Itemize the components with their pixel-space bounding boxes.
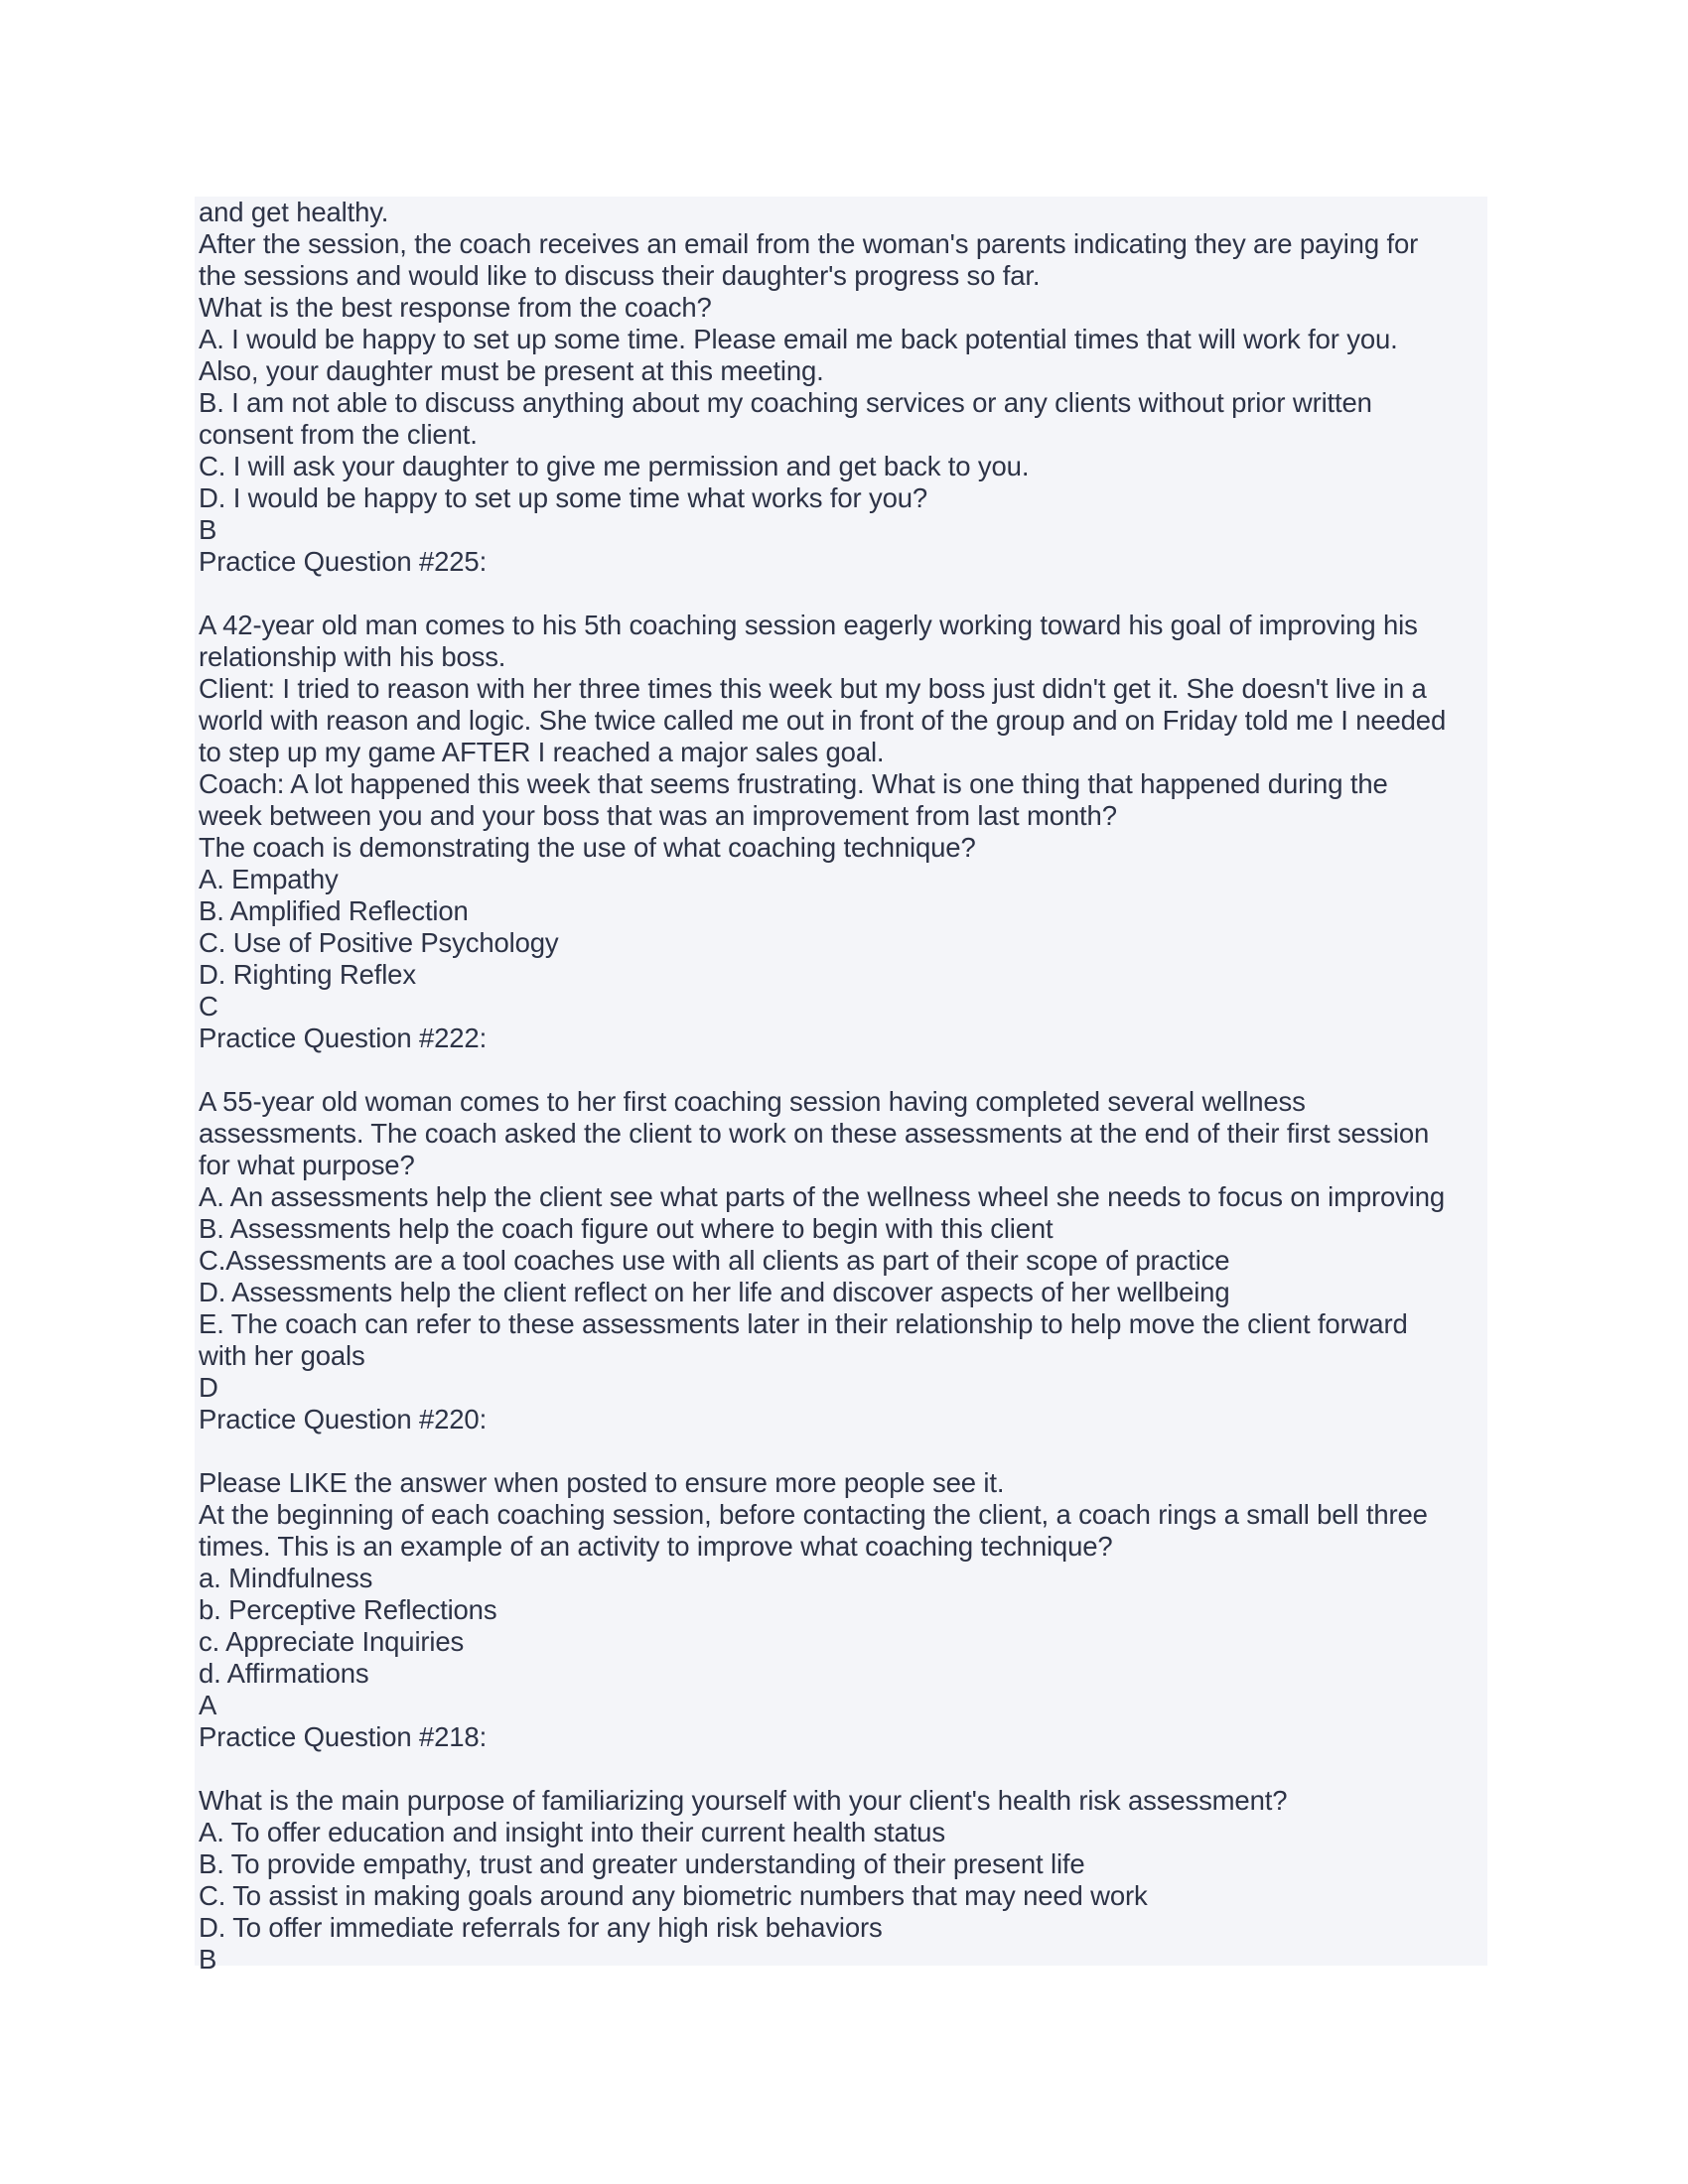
option-line: C. To assist in making goals around any biometric numbers that may need work (199, 1880, 1148, 1911)
body-line: A 42-year old man comes to his 5th coaching session eagerly working toward his goal of improving his (199, 610, 1418, 640)
body-line: assessments. The coach asked the client to work on these assessments at the end of their first session (199, 1118, 1430, 1149)
body-line: Client: I tried to reason with her three times this week but my boss just didn't get it. She doesn't live in a (199, 673, 1427, 704)
option-line: d. Affirmations (199, 1658, 369, 1689)
option-line: D. Righting Reflex (199, 959, 416, 990)
body-line: times. This is an example of an activity to improve what coaching technique? (199, 1531, 1113, 1562)
option-line: E. The coach can refer to these assessments later in their relationship to help move the client forward (199, 1308, 1408, 1339)
option-line: C. I will ask your daughter to give me permission and get back to you. (199, 451, 1030, 481)
option-line: D. Assessments help the client reflect on her life and discover aspects of her wellbeing (199, 1277, 1230, 1307)
scenario-line: the sessions and would like to discuss their daughter's progress so far. (199, 260, 1041, 291)
question-text: What is the best response from the coach? (199, 292, 712, 323)
body-line: to step up my game AFTER I reached a major sales goal. (199, 737, 885, 767)
body-line: world with reason and logic. She twice called me out in front of the group and on Friday told me I needed (199, 705, 1447, 736)
answer-text: C (199, 991, 218, 1022)
option-line: A. Empathy (199, 864, 339, 894)
body-line: A 55-year old woman comes to her first coaching session having completed several wellness (199, 1086, 1306, 1117)
body-line: Please LIKE the answer when posted to ensure more people see it. (199, 1467, 1005, 1498)
option-line: D. To offer immediate referrals for any high risk behaviors (199, 1912, 883, 1943)
option-line: A. To offer education and insight into their current health status (199, 1817, 945, 1847)
option-line: B. To provide empathy, trust and greater understanding of their present life (199, 1848, 1085, 1879)
option-line: A. An assessments help the client see what parts of the wellness wheel she needs to focus on improving (199, 1181, 1445, 1212)
option-line: C. Use of Positive Psychology (199, 927, 559, 958)
question-heading: Practice Question #220: (199, 1404, 488, 1434)
option-line: with her goals (199, 1340, 365, 1371)
document-text-block (195, 197, 1487, 1975)
spacer (199, 1054, 1483, 1086)
option-line: b. Perceptive Reflections (199, 1594, 497, 1625)
option-line: B. Assessments help the coach figure out where to begin with this client (199, 1213, 1054, 1244)
scenario-line: After the session, the coach receives an email from the woman's parents indicating they are paying for (199, 228, 1419, 259)
option-line: D. I would be happy to set up some time what works for you? (199, 482, 928, 513)
body-line: for what purpose? (199, 1150, 415, 1180)
option-line: Also, your daughter must be present at this meeting. (199, 355, 824, 386)
spacer (199, 1753, 1483, 1785)
option-line: c. Appreciate Inquiries (199, 1626, 465, 1657)
question-heading: Practice Question #222: (199, 1023, 488, 1053)
body-line: What is the main purpose of familiarizing yourself with your client's health risk assessment? (199, 1785, 1288, 1816)
question-heading: Practice Question #218: (199, 1721, 488, 1752)
option-line: C.Assessments are a tool coaches use with all clients as part of their scope of practice (199, 1245, 1230, 1276)
option-line: A. I would be happy to set up some time. Please email me back potential times that will work for you. (199, 324, 1398, 354)
answer-text: A (199, 1690, 217, 1720)
option-line: B. Amplified Reflection (199, 895, 469, 926)
body-line: The coach is demonstrating the use of what coaching technique? (199, 832, 976, 863)
answer-text: B (199, 1944, 217, 1975)
answer-text: B (199, 514, 217, 545)
option-line: consent from the client. (199, 419, 478, 450)
answer-text: D (199, 1372, 218, 1403)
continuation-text: and get healthy. (199, 197, 389, 227)
body-line: relationship with his boss. (199, 641, 506, 672)
question-heading: Practice Question #225: (199, 546, 488, 577)
body-line: week between you and your boss that was an improvement from last month? (199, 800, 1117, 831)
body-line: At the beginning of each coaching session, before contacting the client, a coach rings a small bell three (199, 1499, 1428, 1530)
spacer (199, 578, 1483, 610)
spacer (199, 1435, 1483, 1467)
option-line: a. Mindfulness (199, 1563, 373, 1593)
body-line: Coach: A lot happened this week that seems frustrating. What is one thing that happened during the (199, 768, 1388, 799)
option-line: B. I am not able to discuss anything about my coaching services or any clients without prior written (199, 387, 1372, 418)
